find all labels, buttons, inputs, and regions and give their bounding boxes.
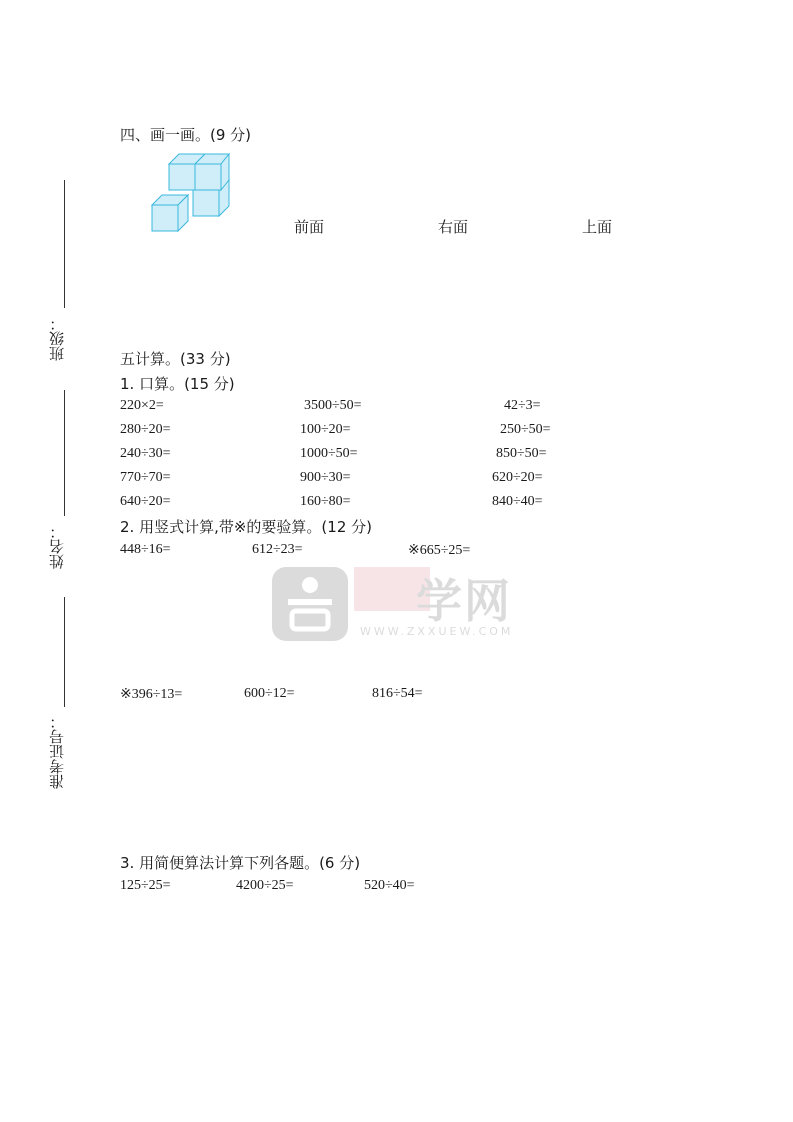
mental-calc-item: 770÷70= [120,470,171,485]
mental-calc-item: 280÷20= [120,422,171,437]
name-underline [64,390,65,516]
vertical-calc-item: 816÷54= [372,686,423,701]
view-label-front: 前面 [294,218,325,236]
watermark-text: 学网 [416,574,512,628]
part2-title: 2. 用竖式计算,带※的要验算。(12 分) [120,518,372,536]
mental-calc-item: 220×2= [120,398,164,413]
section4-title: 四、画一画。(9 分) [120,126,252,144]
mental-calc-item: 240÷30= [120,446,171,461]
watermark-logo [272,563,514,645]
exam-id-underline [64,597,65,707]
mental-calc-item: 42÷3= [504,398,541,413]
simplified-calc-item: 520÷40= [364,878,415,893]
mental-calc-item: 640÷20= [120,494,171,509]
class-underline [64,180,65,308]
name-label: 姓名： [48,524,66,569]
mental-calc-item: 850÷50= [496,446,547,461]
section5-title: 五计算。(33 分) [120,350,231,368]
mental-calc-item: 250÷50= [500,422,551,437]
simplified-calc-item: 4200÷25= [236,878,294,893]
simplified-calc-item: 125÷25= [120,878,171,893]
part3-title: 3. 用简便算法计算下列各题。(6 分) [120,854,361,872]
vertical-calc-item: ※665÷25= [408,543,471,558]
mental-calc-item: 160÷80= [300,494,351,509]
mental-calc-item: 3500÷50= [304,398,362,413]
mental-calc-item: 900÷30= [300,470,351,485]
exam-id-label: 准考证号： [48,714,66,789]
view-label-right: 右面 [438,218,469,236]
mental-calc-item: 620÷20= [492,470,543,485]
part1-title: 1. 口算。(15 分) [120,375,235,393]
mental-calc-item: 1000÷50= [300,446,358,461]
vertical-calc-item: 448÷16= [120,542,171,557]
view-label-top: 上面 [582,218,613,236]
watermark-url: WWW.ZXXUEW.COM [360,625,514,638]
vertical-calc-item: 600÷12= [244,686,295,701]
cube-stack-figure [148,150,238,234]
mental-calc-item: 840÷40= [492,494,543,509]
vertical-calc-item: 612÷23= [252,542,303,557]
mental-calc-item: 100÷20= [300,422,351,437]
vertical-calc-item: ※396÷13= [120,687,183,702]
class-label: 班级： [48,316,66,361]
